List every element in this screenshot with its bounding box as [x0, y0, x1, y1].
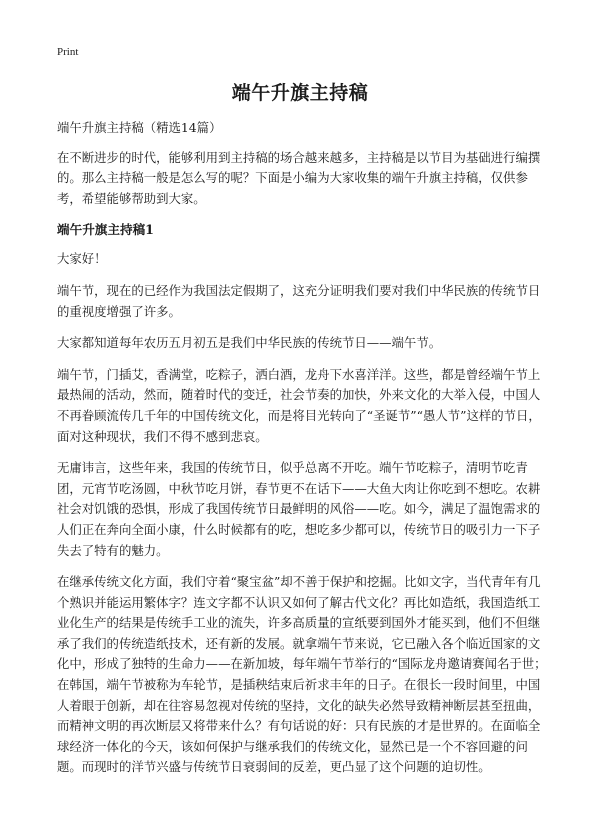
intro-paragraph: 在不断进步的时代，能够利用到主持稿的场合越来越多，主持稿是以节目为基础进行编撰的。那么主持稿一般是怎么写的呢？下面是小编为大家收集的端午升旗主持稿，仅供参考，希望能够帮助到大家。: [57, 149, 541, 206]
page-title: 端午升旗主持稿: [231, 82, 369, 104]
article-subtitle: 端午升旗主持稿（精选14篇）: [57, 120, 222, 135]
paragraph: 端午节，现在的已经作为我国法定假期了，这充分证明我们要对我们中华民族的传统节日的重视度增强了许多。: [57, 282, 541, 319]
paragraph-greeting: 大家好！: [57, 251, 107, 267]
paragraph: 无庸讳言，这些年来，我国的传统节日，似乎总离不开吃。端午节吃粽子，清明节吃青团，元宵节吃汤圆，中秋节吃月饼，春节更不在话下——大鱼大肉让你吃到不想吃。农耕社会对饥饿的恐惧，形成了我国传统节日最鲜明的风俗——吃。如今，满足了温饱需求的人们正在奔向全面小康，什么时候都有的吃，想吃多少都可以，传统节日的吸引力一下子失去了特有的魅力。: [57, 460, 541, 558]
print-link[interactable]: Print: [57, 46, 79, 58]
section-heading: 端午升旗主持稿1: [57, 222, 154, 238]
paragraph: 端午节，门插艾，香满堂，吃粽子，洒白酒，龙舟下水喜洋洋。这些，都是曾经端午节上最热闹的活动，然而，随着时代的变迁，社会节奏的加快，外来文化的大举入侵，中国人不再眷顾流传几千年的中国传统文化，而是将目光转向了“圣诞节”“愚人节”这样的节日，面对这种现状，我们不得不感到悲哀。: [57, 366, 541, 444]
article-body: [57, 118, 547, 789]
paragraph: 在继承传统文化方面，我们守着“聚宝盆”却不善于保护和挖掘。比如文字，当代青年有几个熟识并能运用繁体字？连文字都不认识又如何了解古代文化？再比如造纸，我国造纸工业化生产的结果是传统手工业的流失，许多高质量的宣纸要到国外才能买到，他们不但继承了我们的传统造纸技术，还有新的发展。就拿端午节来说，它已融入各个临近国家的文化中，形成了独特的生命力——在新加坡，每年端午节举行的“国际龙舟邀请赛闻名于世；在韩国，端午节被称为车轮节，是插秧结束后祈求丰年的日子。在很长一段时间里，中国人着眼于创新，却在往容易忽视对传统的坚持，文化的缺失必然导致精神断层甚至扭曲，而精神文明的再次断层又将带来什么？有句话说的好：只有民族的才是世界的。在面临全球经济一体化的今天，该如何保护与继承我们的传统文化，显然已是一个不容回避的问题。而现时的洋节兴盛与传统节日衰弱间的反差，更凸显了这个问题的迫切性。: [57, 574, 547, 775]
paragraph: 大家都知道每年农历五月初五是我们中华民族的传统节日——端午节。: [57, 335, 442, 351]
